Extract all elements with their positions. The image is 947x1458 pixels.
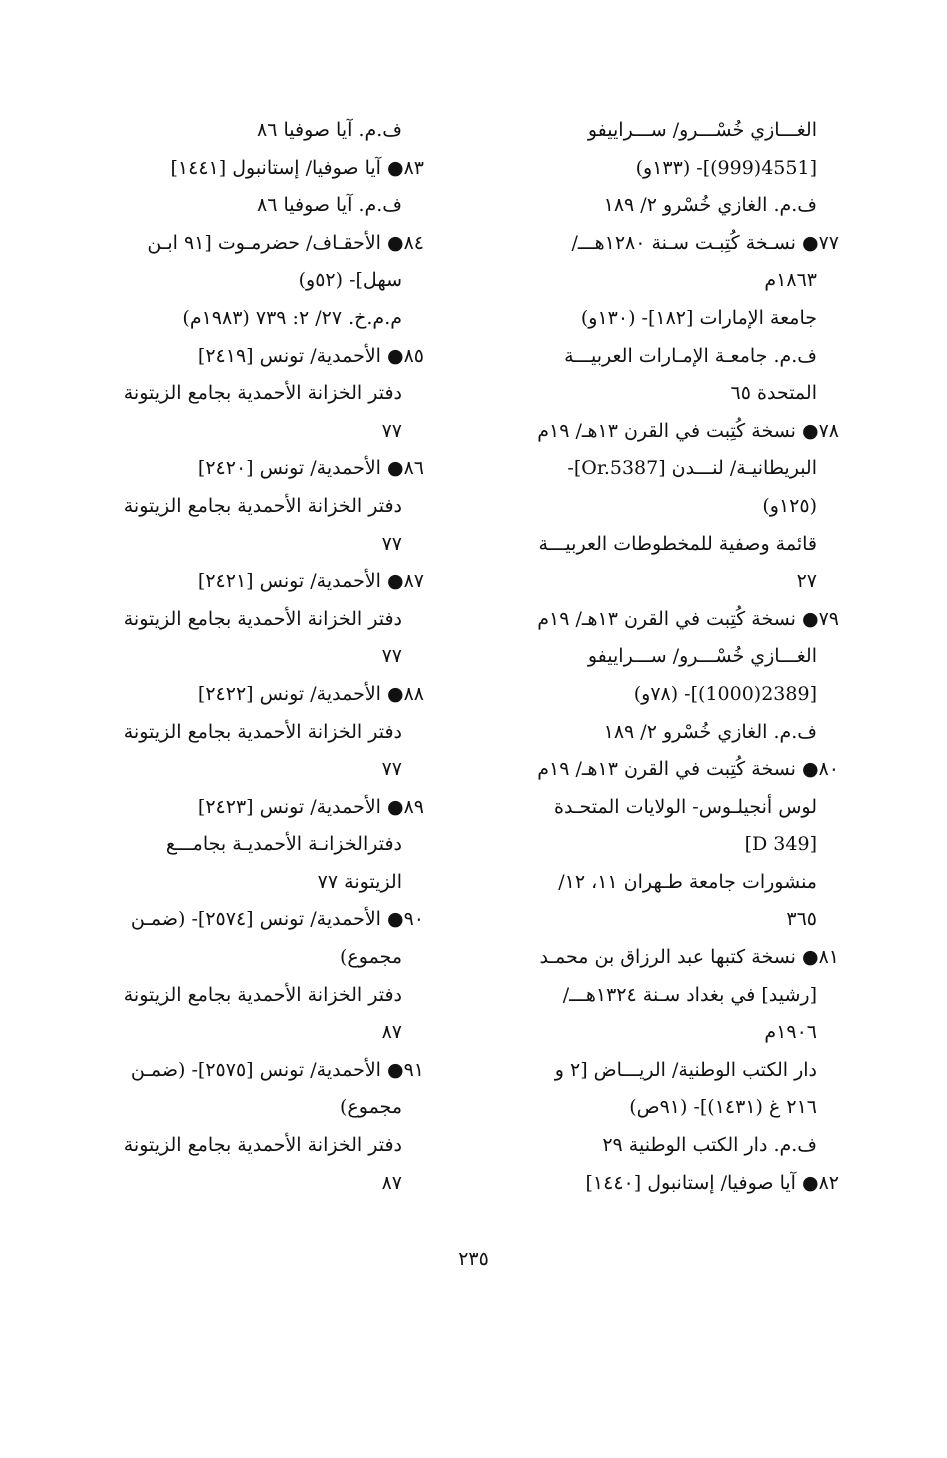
entry-detail-line: (١٢٥و) bbox=[762, 494, 817, 517]
entry-detail-line: ٧٧ bbox=[381, 758, 402, 781]
page-number: ٢٣٥ bbox=[458, 1248, 489, 1270]
entry-heading-line: ٨٥● الأحمدية/ تونس [٢٤١٩] bbox=[197, 344, 424, 367]
entry-detail-line: دار الكتب الوطنية/ الريـــاض [٢ و bbox=[554, 1058, 817, 1081]
entry-detail-line: دفتر الخزانة الأحمدية بجامع الزيتونة bbox=[124, 1134, 402, 1157]
entry-detail-line: ف.م. الغازي خُسْرو ٢/ ١٨٩ bbox=[603, 194, 817, 217]
entry-detail-line: قائمة وصفية للمخطوطات العربيـــة bbox=[538, 532, 817, 555]
entry-detail-line: الغـــازي خُسْـــرو/ ســـراييفو bbox=[587, 645, 817, 668]
entry-heading-line: ٨١● نسخة كتبها عبد الرزاق بن محمـد bbox=[539, 946, 839, 969]
entry-detail-line: لوس أنجيلـوس- الولايات المتحـدة bbox=[554, 795, 817, 818]
entry-detail-line: [2389(1000)]- (٧٨و) bbox=[633, 682, 817, 705]
entry-detail-line: [4551(999)]- (١٣٣و) bbox=[635, 156, 817, 179]
entry-detail-line: ف.م. آيا صوفيا ٨٦ bbox=[257, 119, 402, 141]
entry-detail-line: ف.م. آيا صوفيا ٨٦ bbox=[257, 194, 402, 217]
entry-detail-line: المتحدة ٦٥ bbox=[730, 382, 817, 405]
entry-heading-line: ٨٤● الأحقـاف/ حضرمـوت [٩١ ابـن bbox=[147, 231, 424, 254]
entry-heading-line: ٨٧● الأحمدية/ تونس [٢٤٢١] bbox=[197, 570, 424, 593]
entry-detail-line: ٣٦٥ bbox=[786, 908, 817, 931]
right-column bbox=[509, 112, 839, 1202]
entry-heading-line: ٨٦● الأحمدية/ تونس [٢٤٢٠] bbox=[197, 457, 424, 480]
entry-heading-line: ٨٨● الأحمدية/ تونس [٢٤٢٢] bbox=[197, 682, 424, 705]
entry-detail-line: سهل]- (٥٢و) bbox=[298, 269, 402, 292]
entry-detail-line: ١٨٦٣م bbox=[764, 269, 817, 292]
entry-detail-line: ٧٧ bbox=[381, 532, 402, 555]
entry-heading-line: ٨٠● نسخة كُتِبت في القرن ١٣هـ/ ١٩م bbox=[537, 758, 839, 781]
entry-heading-line: ٨٣● آيا صوفيا/ إستانبول [١٤٤١] bbox=[170, 156, 424, 179]
entry-heading-line: ٧٩● نسخة كُتِبت في القرن ١٣هـ/ ١٩م bbox=[537, 607, 839, 630]
entry-heading-line: ٨٩● الأحمدية/ تونس [٢٤٢٣] bbox=[197, 795, 424, 818]
entry-detail-line: ٧٧ bbox=[381, 645, 402, 668]
entry-detail-line: دفترالخزانـة الأحمديـة بجامـــع bbox=[165, 833, 402, 856]
entry-detail-line: دفتر الخزانة الأحمدية بجامع الزيتونة bbox=[124, 382, 402, 405]
left-column bbox=[124, 112, 424, 1202]
entry-detail-line: [رشيد] في بغداد سـنة ١٣٢٤هـــ/ bbox=[562, 983, 817, 1006]
entry-detail-line: منشورات جامعة طـهران ١١، ١٢/ bbox=[558, 870, 817, 893]
entry-heading-line: ٩٠● الأحمدية/ تونس [٢٥٧٤]- (ضمـن bbox=[130, 908, 424, 931]
entry-detail-line: دفتر الخزانة الأحمدية بجامع الزيتونة bbox=[124, 720, 402, 743]
entry-detail-line: م.م.خ. ٢٧/ ٢: ٧٣٩ (١٩٨٣م) bbox=[182, 306, 402, 329]
entry-detail-line: مجموع) bbox=[340, 1096, 402, 1119]
entry-detail-line: البريطانيـة/ لنـــدن [Or.5387]- bbox=[567, 457, 817, 480]
entry-detail-line: الغـــازي خُسْـــرو/ ســـراييفو bbox=[587, 119, 817, 141]
entry-detail-line: [D 349] bbox=[744, 833, 817, 856]
entry-detail-line: ١٩٠٦م bbox=[764, 1021, 817, 1044]
entry-heading-line: ٧٨● نسخة كُتِبت في القرن ١٣هـ/ ١٩م bbox=[537, 419, 839, 442]
entry-heading-line: ٨٢● آيا صوفيا/ إستانبول [١٤٤٠] bbox=[585, 1171, 839, 1194]
entry-detail-line: دفتر الخزانة الأحمدية بجامع الزيتونة bbox=[124, 607, 402, 630]
entry-detail-line: دفتر الخزانة الأحمدية بجامع الزيتونة bbox=[124, 983, 402, 1006]
entry-detail-line: ف.م. دار الكتب الوطنية ٢٩ bbox=[602, 1134, 817, 1157]
entry-detail-line: ٨٧ bbox=[381, 1021, 402, 1044]
entry-detail-line: مجموع) bbox=[340, 946, 402, 969]
entry-heading-line: ٧٧● نسـخة كُتِبـت سـنة ١٢٨٠هـــ/ bbox=[571, 231, 839, 254]
entry-heading-line: ٩١● الأحمدية/ تونس [٢٥٧٥]- (ضمـن bbox=[130, 1058, 424, 1081]
entry-detail-line: ٨٧ bbox=[381, 1171, 402, 1194]
entry-detail-line: الزيتونة ٧٧ bbox=[317, 870, 402, 893]
entry-detail-line: ف.م. الغازي خُسْرو ٢/ ١٨٩ bbox=[603, 720, 817, 743]
entry-detail-line: ٢١٦ غ (١٤٣١)]- (٩١ص) bbox=[629, 1096, 817, 1119]
entry-detail-line: جامعة الإمارات [١٨٢]- (١٣٠و) bbox=[580, 306, 817, 329]
entry-detail-line: دفتر الخزانة الأحمدية بجامع الزيتونة bbox=[124, 494, 402, 517]
entry-detail-line: ٢٧ bbox=[796, 570, 817, 593]
entry-detail-line: ٧٧ bbox=[381, 419, 402, 442]
entry-detail-line: ف.م. جامعـة الإمـارات العربيـــة bbox=[564, 344, 817, 367]
